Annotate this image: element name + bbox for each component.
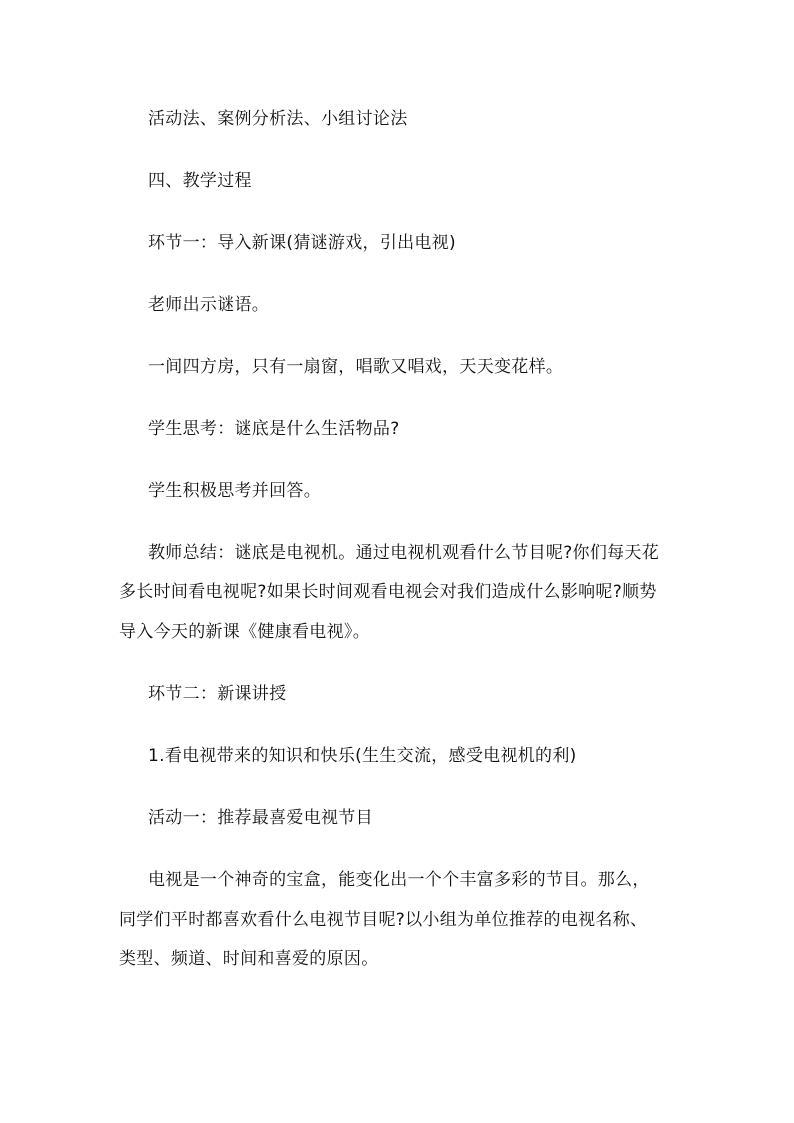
activity-text-line-1: 电视是一个神奇的宝盒，能变化出一个个丰富多彩的节目。那么， [148,870,650,890]
activity-text-line-3: 类型、频道、时间和喜爱的原因。 [119,949,379,969]
section-heading-teaching-process: 四、教学过程 [148,171,252,191]
stage-one-heading: 环节一：导入新课(猜谜游戏，引出电视) [148,233,456,253]
subsection-heading-1: 1.看电视带来的知识和快乐(生生交流，感受电视机的利) [148,746,577,766]
stage-two-heading: 环节二：新课讲授 [148,684,287,704]
teacher-summary-line-1: 教师总结：谜底是电视机。通过电视机观看什么节目呢?你们每天花 [148,543,660,563]
activity-text-line-2: 同学们平时都喜欢看什么电视节目呢?以小组为单位推荐的电视名称、 [119,910,648,930]
teacher-shows-riddle-line: 老师出示谜语。 [148,295,270,315]
student-answer-line: 学生积极思考并回答。 [148,481,321,501]
teaching-methods-line: 活动法、案例分析法、小组讨论法 [148,109,408,129]
riddle-text-line: 一间四方房，只有一扇窗，唱歌又唱戏，天天变花样。 [148,357,564,377]
teacher-summary-line-2: 多长时间看电视呢?如果长时间观看电视会对我们造成什么影响呢?顺势 [119,582,657,602]
activity-one-heading: 活动一：推荐最喜爱电视节目 [148,808,373,828]
student-thinking-line: 学生思考：谜底是什么生活物品? [148,419,400,439]
teacher-summary-line-3: 导入今天的新课《健康看电视》。 [119,622,370,642]
